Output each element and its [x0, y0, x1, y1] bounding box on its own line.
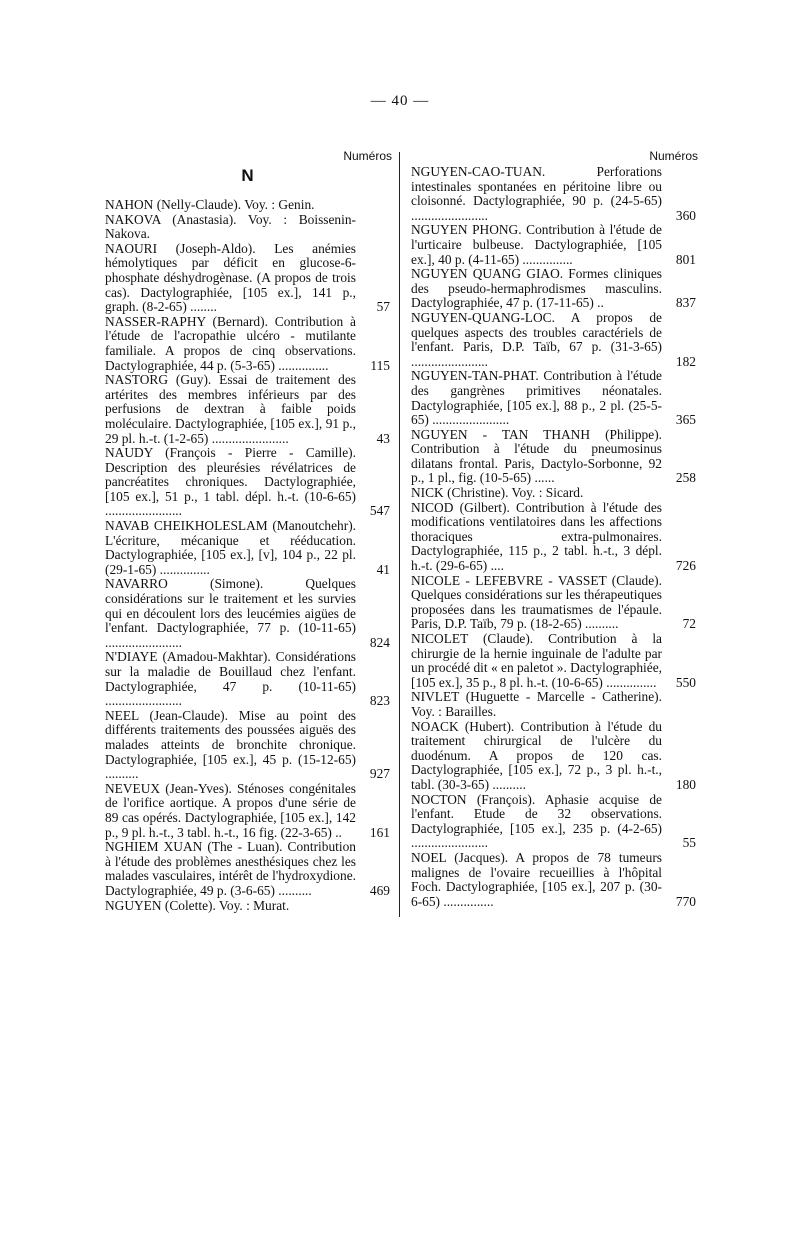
entry-number: 837	[675, 295, 696, 311]
index-entry	[105, 782, 390, 840]
entry-number: 823	[369, 693, 390, 709]
entry-body	[105, 782, 390, 840]
entry-text: NEVEUX (Jean-Yves). Sténoses congénitales de l'orifice aortique. A propos d'une série de 89 cas opérés. Dactylographiée, [105 ex.], 142 p., 9 pl. h.-t., 3 tabl. h.-t., 16 fig. (22-3-65) ..	[105, 780, 356, 840]
entry-text: NASSER-RAPHY (Bernard). Contribution à l'étude de l'acropathie ulcéro - mutilante familiale. A propos de cinq observations. Dactylographiée, 44 p. (5-3-65) ...............	[105, 313, 356, 373]
entry-body	[411, 311, 696, 369]
entry-number: 824	[369, 634, 390, 650]
entry-text: NOEL (Jacques). A propos de 78 tumeurs malignes de l'ovaire recueillies à l'hôpital Foch. Dactylographiée, [105 ex.], 207 p. (30-6-65) ...............	[411, 849, 662, 909]
entry-body	[411, 632, 696, 690]
entry-number: 180	[675, 776, 696, 792]
entry-number: 258	[675, 470, 696, 486]
entry-body	[105, 650, 390, 708]
entry-text: NGUYEN-QUANG-LOC. A propos de quelques aspects des troubles caractériels de l'enfant. Paris, D.P. Taïb, 67 p. (31-3-65) .......................	[411, 309, 662, 369]
entry-number: 182	[675, 353, 696, 369]
entry-number: 55	[682, 835, 696, 851]
page-number: — 40 —	[370, 93, 430, 109]
entry-text: NICOLE - LEFEBVRE - VASSET (Claude). Quelques considérations sur les thérapeutiques proposées dans les traumatismes de l'épaule. Paris, D.P. Taïb, 79 p. (18-2-65) ..........	[411, 572, 662, 632]
entry-number: 360	[675, 207, 696, 223]
index-entry	[105, 577, 390, 650]
entry-body	[105, 446, 390, 519]
entry-text: NGUYEN-CAO-TUAN. Perforations intestinales spontanées en péritoine libre ou cloisonné. Dactylographiée, 90 p. (24-5-65) .......................	[411, 164, 662, 223]
entry-text: NOCTON (François). Aphasie acquise de l'enfant. Etude de 32 observations. Dactylographiée, [105 ex.], 235 p. (4-2-65) .......................	[411, 791, 662, 851]
index-entry	[411, 267, 696, 311]
entry-body	[411, 486, 696, 501]
left-column	[105, 148, 390, 913]
index-entry	[105, 650, 390, 708]
index-entry	[105, 709, 390, 782]
entry-number: 161	[369, 824, 390, 840]
entry-text: NICOD (Gilbert). Contribution à l'étude des modifications ventilatoires dans les affections thoraciques extra-pulmonaires. Dactylographiée, 115 p., 2 tabl. h.-t., 3 dépl. h.-t. (29-6-65) ....	[411, 499, 662, 574]
entry-number: 726	[675, 558, 696, 574]
entry-text: N'DIAYE (Amadou-Makhtar). Considérations sur la maladie de Bouillaud chez l'enfant. Dactylographiée, 47 p. (10-11-65) .......................	[105, 649, 356, 709]
index-entry	[105, 446, 390, 519]
entry-text: NASTORG (Guy). Essai de traitement des artérites des membres inférieurs par des perfusions de dextran à faible poids moléculaire. Dactylographiée, [105 ex.], 91 p., 29 pl. h.-t. (1-2-65) .......................	[105, 372, 356, 446]
entry-text: NICOLET (Claude). Contribution à la chirurgie de la hernie inguinale de l'adulte par un procédé dit « en paletot ». Dactylographiée, [105 ex.], 35 p., 8 pl. h.-t. (10-6-65) ...............	[411, 631, 662, 690]
index-entry	[411, 501, 696, 574]
index-entry	[105, 899, 390, 914]
index-entry	[105, 519, 390, 577]
entry-number: 801	[675, 251, 696, 267]
entry-text: NIVLET (Huguette - Marcelle - Catherine). Voy. : Barailles.	[411, 689, 662, 719]
entry-body	[105, 840, 390, 898]
entry-number: 927	[369, 766, 390, 782]
entry-text: NAOURI (Joseph-Aldo). Les anémies hémolytiques par déficit en glucose-6-phosphate déshydrogènase. (A propos de trois cas). Dactylographiée, [105 ex.], 141 p., graph. (8-2-65) ........	[105, 240, 356, 315]
entry-text: NAVARRO (Simone). Quelques considérations sur le traitement et les survies qui en découlent lors des leucémies aigües de l'enfant. Dactylographiée, 77 p. (10-11-65) .......................	[105, 576, 356, 650]
entry-text: NGHIEM XUAN (The - Luan). Contribution à l'étude des problèmes anesthésiques chez les malades vasculaires, intérêt de l'hydroxydione. Dactylographiée, 49 p. (3-6-65) ..........	[105, 839, 356, 898]
right-entry-list	[411, 165, 696, 909]
entry-body	[411, 720, 696, 793]
index-entry	[105, 840, 390, 898]
entry-body	[105, 577, 390, 650]
entry-text: NGUYEN-TAN-PHAT. Contribution à l'étude des gangrènes primitives néonatales. Dactylographiée, [105 ex.], 88 p., 2 pl. (25-5-65) .......................	[411, 368, 662, 428]
index-entry	[411, 793, 696, 851]
index-entry	[411, 574, 696, 632]
entry-body	[411, 165, 696, 223]
index-entry	[411, 632, 696, 690]
left-entry-list	[105, 198, 390, 913]
left-column-header: Numéros	[343, 149, 392, 163]
entry-body	[105, 315, 390, 373]
entry-text: NAUDY (François - Pierre - Camille). Description des pleurésies révélatrices de pancréatites chroniques. Dactylographiée, [105 ex.], 51 p., 1 tabl. dépl. h.-t. (10-6-65) .......................	[105, 445, 356, 519]
entry-number: 469	[369, 882, 390, 898]
entry-body	[105, 519, 390, 577]
entry-text: NAHON (Nelly-Claude). Voy. : Genin.	[105, 197, 315, 212]
entry-body	[411, 793, 696, 851]
right-column	[411, 148, 696, 909]
entry-number: 770	[675, 893, 696, 909]
entry-body	[105, 899, 390, 914]
entry-body	[411, 223, 696, 267]
index-entry	[411, 720, 696, 793]
entry-number: 550	[675, 674, 696, 690]
entry-text: NICK (Christine). Voy. : Sicard.	[411, 485, 584, 501]
index-entry	[105, 315, 390, 373]
entry-body	[105, 213, 390, 242]
entry-body	[411, 501, 696, 574]
index-entry	[105, 198, 390, 213]
entry-number: 72	[682, 616, 696, 632]
entry-body	[105, 198, 390, 213]
entry-body	[411, 267, 696, 311]
entry-text: NGUYEN QUANG GIAO. Formes cliniques des pseudo-hermaphrodismes masculins. Dactylographiée, 47 p. (17-11-65) ..	[411, 266, 662, 311]
entry-body	[411, 690, 696, 719]
index-entry	[411, 428, 696, 486]
entry-number: 43	[376, 430, 390, 446]
entry-text: NOACK (Hubert). Contribution à l'étude du traitement chirurgical de l'ulcère du duodénum. A propos de 120 cas. Dactylographiée, [105 ex.], 72 p., 3 pl. h.-t., tabl. (30-3-65) ..........	[411, 718, 662, 792]
entry-text: NGUYEN - TAN THANH (Philippe). Contribution à l'étude du pneumosinus dilatans frontal. Paris, Dactylo-Sorbonne, 92 p., 1 pl., fig. (10-5-65) ......	[411, 426, 662, 486]
entry-text: NEEL (Jean-Claude). Mise au point des différents traitements des poussées aiguës des malades atteints de bronchite chronique. Dactylographiée, [105 ex.], 45 p. (15-12-65) ..........	[105, 707, 356, 782]
entry-number: 115	[370, 357, 390, 373]
right-column-header: Numéros	[649, 149, 698, 163]
index-entry	[411, 486, 696, 501]
entry-body	[105, 242, 390, 315]
entry-body	[105, 709, 390, 782]
index-entry	[105, 242, 390, 315]
entry-text: NAVAB CHEIKHOLESLAM (Manoutchehr). L'écriture, mécanique et rééducation. Dactylographiée, [105 ex.], [v], 104 p., 22 pl. (29-1-65) ...............	[105, 518, 356, 577]
entry-number: 41	[376, 561, 390, 577]
column-divider	[399, 152, 400, 917]
entry-body	[105, 373, 390, 446]
entry-body	[411, 574, 696, 632]
entry-number: 57	[376, 299, 390, 315]
index-entry	[105, 373, 390, 446]
index-entry	[411, 690, 696, 719]
index-entry	[411, 223, 696, 267]
entry-number: 547	[369, 503, 390, 519]
entry-text: NGUYEN (Colette). Voy. : Murat.	[105, 897, 290, 913]
index-entry	[411, 369, 696, 427]
entry-body	[411, 428, 696, 486]
index-entry	[411, 851, 696, 909]
entry-body	[411, 369, 696, 427]
index-entry	[411, 311, 696, 369]
entry-number: 365	[675, 412, 696, 428]
index-entry	[411, 165, 696, 223]
index-entry	[105, 213, 390, 242]
section-letter: N	[241, 166, 254, 185]
entry-text: NGUYEN PHONG. Contribution à l'étude de l'urticaire bulbeuse. Dactylographiée, [105 ex.], 40 p. (4-11-65) ...............	[411, 222, 662, 267]
entry-text: NAKOVA (Anastasia). Voy. : Boissenin-Nakova.	[105, 211, 356, 242]
entry-body	[411, 851, 696, 909]
